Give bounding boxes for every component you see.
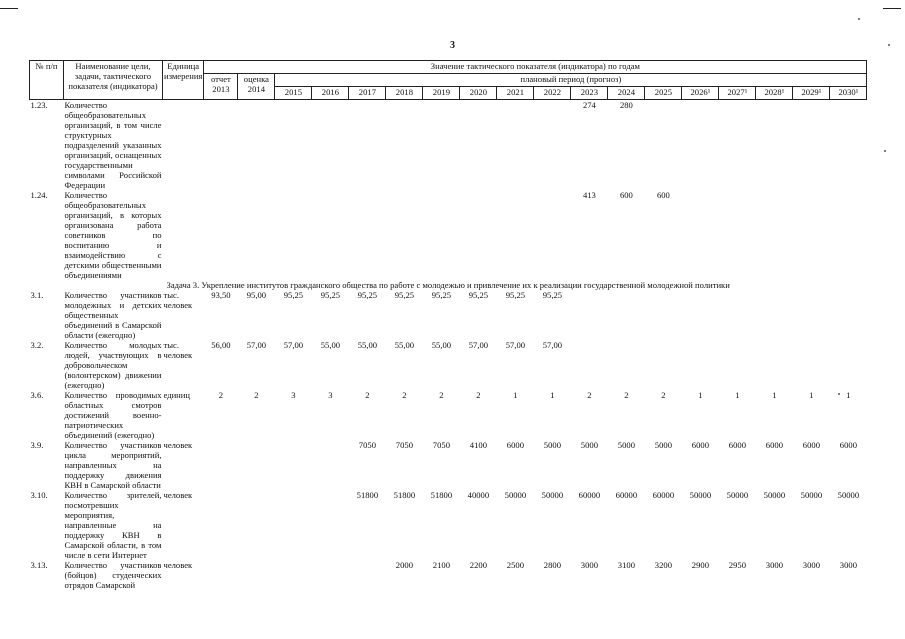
indicator-value: 95,25 <box>320 290 341 300</box>
indicator-name: Количество участников молодежных и детских общественных объединений в Самарской области (ежегодно) <box>64 290 162 340</box>
header-row <box>30 61 867 74</box>
indicator-value: 2000 <box>395 560 413 570</box>
indicator-unit: человек <box>163 560 193 570</box>
table-row <box>30 560 867 590</box>
indicator-value <box>423 190 460 280</box>
table-row <box>30 390 867 440</box>
indicator-value: 60000 <box>652 490 675 500</box>
indicator-value: 2 <box>587 390 592 400</box>
header-year: 2030¹ <box>830 87 867 100</box>
indicator-value: 600 <box>619 190 633 200</box>
indicator-value: 5000 <box>543 440 561 450</box>
indicator-value: 3000 <box>839 560 857 570</box>
indicator-value <box>608 290 645 340</box>
indicator-value: 2100 <box>432 560 450 570</box>
indicator-value: 2 <box>661 390 666 400</box>
indicator-value: 3 <box>291 390 296 400</box>
indicator-name: Количество участников (бойцов) студенческих отрядов Самарской <box>64 560 162 590</box>
indicator-value: 4100 <box>469 440 487 450</box>
indicator-value: 5000 <box>580 440 598 450</box>
task-row <box>30 280 867 290</box>
indicator-value: 1 <box>735 390 740 400</box>
indicator-value <box>204 440 238 490</box>
header-report: отчет 2013 <box>204 74 238 100</box>
indicator-value <box>830 340 867 390</box>
scan-speck <box>884 150 886 152</box>
header-year: 2017 <box>349 87 386 100</box>
indicator-value <box>423 100 460 191</box>
indicator-value: 55,00 <box>394 340 415 350</box>
header-year: 2023 <box>571 87 608 100</box>
header-unit: Единица измерения <box>163 61 204 100</box>
header-year: 2019 <box>423 87 460 100</box>
indicator-value <box>534 100 571 191</box>
indicator-value: 2 <box>365 390 370 400</box>
indicator-value <box>460 100 497 191</box>
indicator-value: 280 <box>619 100 633 110</box>
row-number: 3.2. <box>30 340 44 350</box>
indicator-value <box>349 190 386 280</box>
indicator-value <box>349 560 386 590</box>
indicator-value: 5000 <box>617 440 635 450</box>
table-row <box>30 190 867 280</box>
row-number: 1.24. <box>30 190 48 200</box>
indicator-unit: тыс. человек <box>163 340 193 360</box>
indicator-value <box>608 340 645 390</box>
indicator-value: 6000 <box>802 440 820 450</box>
indicator-value: 5000 <box>654 440 672 450</box>
indicator-value <box>386 190 423 280</box>
indicator-value: 60000 <box>615 490 638 500</box>
header-year: 2016 <box>312 87 349 100</box>
indicator-value: 1 <box>698 390 703 400</box>
header-estimate: оценка 2014 <box>238 74 275 100</box>
header-year: 2026¹ <box>682 87 719 100</box>
indicator-value: 95,25 <box>283 290 304 300</box>
indicator-name: Количество участников цикла мероприятий, направленных на поддержку движения КВН в Самарской области <box>64 440 162 490</box>
indicator-value <box>719 190 756 280</box>
indicator-value <box>756 290 793 340</box>
indicator-value: 2 <box>218 390 224 400</box>
indicator-value <box>497 100 534 191</box>
indicator-value <box>645 290 682 340</box>
indicator-value <box>645 100 682 191</box>
indicator-unit <box>163 190 204 280</box>
indicator-value: 50000 <box>800 490 823 500</box>
row-number: 1.23. <box>30 100 48 110</box>
indicator-value: 7050 <box>395 440 413 450</box>
indicator-value <box>275 100 312 191</box>
indicator-value <box>238 190 275 280</box>
indicator-value: 50000 <box>726 490 749 500</box>
indicator-value <box>719 100 756 191</box>
indicator-value <box>793 290 830 340</box>
table-row <box>30 340 867 390</box>
indicator-value: 2 <box>476 390 481 400</box>
indicator-value: 95,25 <box>394 290 415 300</box>
indicator-name: Количество зрителей, посмотревших мероприятия, направленные на поддержку КВН в Самарской области, в том числе в сети Интернет <box>64 490 162 560</box>
indicator-value <box>460 190 497 280</box>
indicator-value: 3000 <box>580 560 598 570</box>
table-header <box>30 61 867 100</box>
indicator-value <box>312 440 349 490</box>
indicator-value: 95,25 <box>505 290 526 300</box>
header-values: Значение тактического показателя (индикатора) по годам <box>204 61 867 74</box>
indicator-value <box>571 340 608 390</box>
indicator-value: 2950 <box>728 560 746 570</box>
task-heading: Задача 3. Укрепление институтов гражданского общества по работе с молодежью и привлечение их к реализации государственной молодежной политики <box>166 280 730 290</box>
indicator-value: 274 <box>582 100 596 110</box>
header-year: 2027¹ <box>719 87 756 100</box>
row-number: 3.1. <box>30 290 44 300</box>
indicator-value <box>682 100 719 191</box>
row-number: 3.9. <box>30 440 44 450</box>
indicator-value <box>793 190 830 280</box>
header-year: 2020 <box>460 87 497 100</box>
indicator-value <box>312 100 349 191</box>
indicator-table <box>29 60 867 590</box>
indicator-value: 6000 <box>839 440 857 450</box>
table-row <box>30 440 867 490</box>
indicator-value: 3 <box>328 390 333 400</box>
indicator-value: 600 <box>656 190 670 200</box>
indicator-value <box>830 190 867 280</box>
indicator-value: 6000 <box>691 440 709 450</box>
table-row <box>30 290 867 340</box>
indicator-value: 6000 <box>765 440 783 450</box>
indicator-value: 50000 <box>837 490 860 500</box>
indicator-value <box>386 100 423 191</box>
indicator-value: 6000 <box>506 440 524 450</box>
indicator-value <box>275 440 312 490</box>
indicator-name: Количество общеобразовательных организаций, в которых организована работа советников по воспитанию и взаимодействию с детскими общественными объединениями <box>64 190 162 280</box>
indicator-value: 3100 <box>617 560 635 570</box>
indicator-value <box>204 490 238 560</box>
indicator-value <box>793 340 830 390</box>
indicator-value: 57,00 <box>283 340 304 350</box>
indicator-value <box>534 190 571 280</box>
header-year: 2021 <box>497 87 534 100</box>
indicator-value <box>756 190 793 280</box>
header-year: 2024 <box>608 87 645 100</box>
indicator-unit <box>163 100 204 191</box>
indicator-value <box>204 190 238 280</box>
header-name: Наименование цели, задачи, тактического показателя (индикатора) <box>64 61 163 100</box>
indicator-value: 2 <box>402 390 407 400</box>
indicator-value: 95,25 <box>431 290 452 300</box>
indicator-value <box>238 560 275 590</box>
indicator-value <box>719 290 756 340</box>
scan-edge-mark <box>0 8 18 9</box>
indicator-value: 51800 <box>356 490 379 500</box>
indicator-unit: единиц <box>163 390 190 400</box>
indicator-value <box>238 440 275 490</box>
indicator-value: 51800 <box>393 490 416 500</box>
indicator-value: 51800 <box>430 490 453 500</box>
indicator-value <box>830 290 867 340</box>
indicator-value: 95,25 <box>357 290 378 300</box>
indicator-value: 2900 <box>691 560 709 570</box>
header-year: 2022 <box>534 87 571 100</box>
indicator-value: 1 <box>550 390 555 400</box>
indicator-value: 2 <box>624 390 629 400</box>
indicator-value: 93,50 <box>211 290 231 300</box>
indicator-value <box>275 560 312 590</box>
indicator-value: 50000 <box>541 490 564 500</box>
indicator-unit: человек <box>163 440 193 450</box>
indicator-value: 2800 <box>543 560 561 570</box>
indicator-value <box>238 490 275 560</box>
table-row <box>30 100 867 191</box>
indicator-value <box>204 100 238 191</box>
indicator-value: 3000 <box>802 560 820 570</box>
indicator-value: 1 <box>809 390 814 400</box>
indicator-value: 413 <box>582 190 596 200</box>
indicator-value: 1 <box>846 390 851 400</box>
scan-speck <box>858 18 860 20</box>
indicator-value <box>312 560 349 590</box>
indicator-value: 6000 <box>728 440 746 450</box>
indicator-value: 2500 <box>506 560 524 570</box>
indicator-value <box>682 190 719 280</box>
indicator-value: 3200 <box>654 560 672 570</box>
indicator-value: 50000 <box>763 490 786 500</box>
indicator-value <box>830 100 867 191</box>
indicator-value: 1 <box>772 390 777 400</box>
indicator-value: 55,00 <box>320 340 341 350</box>
indicator-value: 3000 <box>765 560 783 570</box>
header-plan: плановый период (прогноз) <box>275 74 867 87</box>
indicator-value <box>275 490 312 560</box>
indicator-value: 60000 <box>578 490 601 500</box>
indicator-value: 2 <box>254 390 259 400</box>
indicator-value: 57,00 <box>246 340 267 350</box>
indicator-value: 56,00 <box>211 340 231 350</box>
indicator-value: 57,00 <box>468 340 489 350</box>
indicator-value: 7050 <box>358 440 376 450</box>
indicator-value: 2200 <box>469 560 487 570</box>
indicator-value <box>756 340 793 390</box>
indicator-value: 95,00 <box>246 290 267 300</box>
scan-edge-mark <box>883 8 901 9</box>
indicator-value <box>682 290 719 340</box>
header-year: 2018 <box>386 87 423 100</box>
header-year: 2028¹ <box>756 87 793 100</box>
header-year: 2015 <box>275 87 312 100</box>
indicator-name: Количество проводимых областных смотров достижений военно-патриотических объединений (ежегодно) <box>64 390 162 440</box>
indicator-value: 1 <box>513 390 518 400</box>
table-row <box>30 490 867 560</box>
page-number: 3 <box>450 40 455 51</box>
indicator-value <box>571 290 608 340</box>
indicator-value <box>682 340 719 390</box>
indicator-value: 50000 <box>689 490 712 500</box>
indicator-value: 2 <box>439 390 444 400</box>
indicator-value: 95,25 <box>542 290 563 300</box>
indicator-value: 57,00 <box>542 340 563 350</box>
header-year: 2025 <box>645 87 682 100</box>
indicator-value: 7050 <box>432 440 450 450</box>
indicator-value <box>275 190 312 280</box>
indicator-value: 55,00 <box>357 340 378 350</box>
header-year: 2029¹ <box>793 87 830 100</box>
indicator-value <box>204 560 238 590</box>
indicator-unit: человек <box>163 490 193 500</box>
indicator-value <box>312 190 349 280</box>
indicator-value: 57,00 <box>505 340 526 350</box>
row-number: 3.13. <box>30 560 48 570</box>
indicator-value <box>312 490 349 560</box>
indicator-unit: тыс. человек <box>163 290 193 310</box>
indicator-value <box>349 100 386 191</box>
indicator-value: 40000 <box>467 490 490 500</box>
row-number: 3.10. <box>30 490 48 500</box>
indicator-value <box>238 100 275 191</box>
indicator-name: Количество общеобразовательных организаций, в том числе структурных подразделений указанных организаций, оснащенных государственными символами Российской Федерации <box>64 100 162 190</box>
indicator-value: 50000 <box>504 490 527 500</box>
indicator-value: 95,25 <box>468 290 489 300</box>
row-number: 3.6. <box>30 390 44 400</box>
table-body <box>30 100 867 591</box>
indicator-value <box>756 100 793 191</box>
indicator-name: Количество молодых людей, участвующих в добровольческом (волонтерском) движении (ежегодно) <box>64 340 162 390</box>
header-number: № п/п <box>30 61 64 100</box>
indicator-value <box>719 340 756 390</box>
indicator-value <box>645 340 682 390</box>
indicator-value <box>497 190 534 280</box>
indicator-value: 55,00 <box>431 340 452 350</box>
indicator-value <box>793 100 830 191</box>
